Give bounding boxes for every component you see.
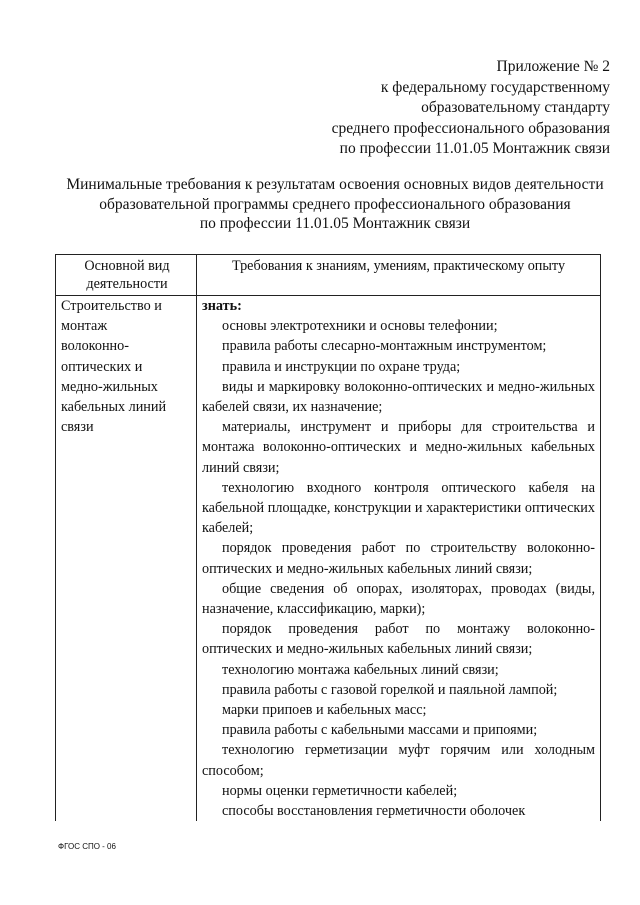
activity-line: оптических и xyxy=(61,358,143,375)
title-line: образовательной программы среднего профессионального образования xyxy=(99,195,571,213)
list-item: технологию входного контроля оптического кабеля на кабельной площадке, конструкции и характеристики оптических кабелей; xyxy=(202,479,595,537)
list-item: основы электротехники и основы телефонии; xyxy=(222,318,498,335)
list-item: технологию монтажа кабельных линий связи; xyxy=(222,661,499,678)
page-footer: ФГОС СПО - 06 xyxy=(58,842,116,851)
requirements-cell xyxy=(197,296,601,822)
activity-line: связи xyxy=(61,419,94,436)
document-title xyxy=(40,175,630,234)
list-item: правила работы слесарно-монтажным инструментом; xyxy=(222,338,547,355)
appendix-line: по профессии 11.01.05 Монтажник связи xyxy=(339,140,610,157)
list-item: порядок проведения работ по монтажу волоконно-оптических и медно-жильных кабельных линий связи; xyxy=(202,621,595,658)
list-item: общие сведения об опорах, изоляторах, проводах (виды, назначение, классификацию, марки); xyxy=(202,580,595,618)
list-item: виды и маркировку волоконно-оптических и медно-жильных кабелей связи, их назначение; xyxy=(202,378,595,416)
list-item: марки припоев и кабельных масс; xyxy=(222,702,427,719)
table-row xyxy=(56,296,601,822)
table-header-row xyxy=(56,255,601,296)
list-item: правила и инструкции по охране труда; xyxy=(222,358,461,375)
list-item: технологию герметизации муфт горячим или холодным способом; xyxy=(202,742,595,779)
appendix-number: Приложение № 2 xyxy=(496,58,610,75)
appendix-line: образовательному стандарту xyxy=(421,99,610,116)
list-item: материалы, инструмент и приборы для строительства и монтажа волоконно-оптических и медно-жильных кабельных линий связи; xyxy=(202,419,595,476)
appendix-header xyxy=(332,57,610,160)
list-item: правила работы с кабельными массами и припоями; xyxy=(222,722,538,739)
activity-line: волоконно- xyxy=(61,338,129,355)
list-item: нормы оценки герметичности кабелей; xyxy=(222,782,458,799)
activity-line: кабельных линий xyxy=(61,399,167,416)
knowledge-label: знать: xyxy=(202,298,242,314)
appendix-line: к федеральному государственному xyxy=(380,78,610,96)
title-line: по профессии 11.01.05 Монтажник связи xyxy=(199,215,471,232)
column-header-activity: Основной вид деятельности xyxy=(56,255,197,296)
appendix-line: среднего профессионального образования xyxy=(331,119,610,137)
activity-cell xyxy=(56,296,197,822)
column-header-requirements: Требования к знаниям, умениям, практическому опыту xyxy=(197,255,601,296)
activity-line: медно-жильных xyxy=(61,378,158,395)
activity-line: монтаж xyxy=(61,318,108,335)
list-item: способы восстановления герметичности оболочек xyxy=(222,803,526,820)
list-item: порядок проведения работ по строительству волоконно-оптических и медно-жильных кабельных линий связи; xyxy=(202,540,595,577)
activity-line: Строительство и xyxy=(61,298,162,314)
requirements-table xyxy=(55,254,601,821)
list-item: правила работы с газовой горелкой и паяльной лампой; xyxy=(222,681,558,698)
title-line: Минимальные требования к результатам освоения основных видов деятельности xyxy=(66,176,604,193)
